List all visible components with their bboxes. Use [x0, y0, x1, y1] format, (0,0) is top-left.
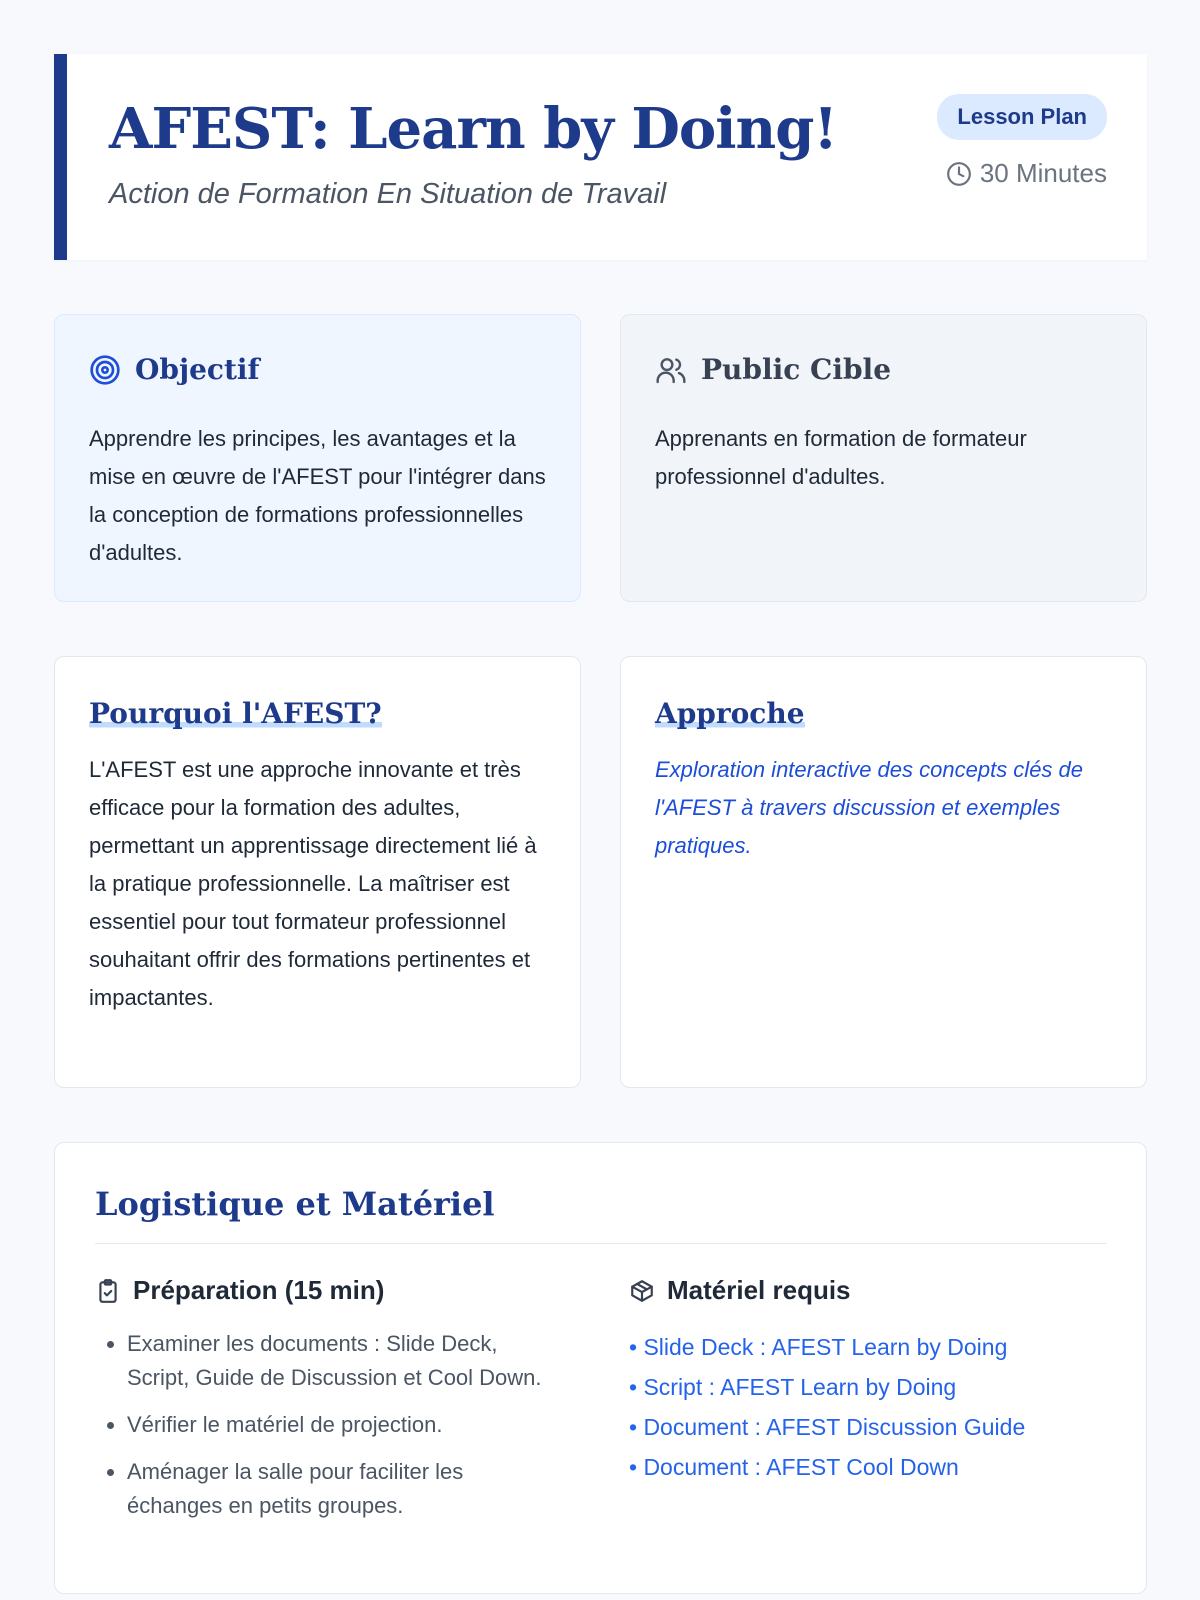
approche-card: [620, 656, 1147, 1088]
materiel-heading: [629, 1275, 851, 1306]
public-cible-text: Apprenants en formation de formateur professionnel d'adultes.: [655, 426, 1027, 489]
material-link-cool-down[interactable]: • Document : AFEST Cool Down: [629, 1454, 959, 1480]
material-link-script[interactable]: • Script : AFEST Learn by Doing: [629, 1374, 957, 1400]
list-item: • Vérifier le matériel de projection.: [127, 1408, 557, 1442]
users-icon: [655, 354, 687, 386]
preparation-heading: [95, 1275, 384, 1306]
pourquoi-text: L'AFEST est une approche innovante et très efficace pour la formation des adultes, permettant un apprentissage directement lié à la pratique professionnelle. La maîtriser est essentiel pour tout formateur professionnel souhaitant offrir des formations pertinentes et impactantes.: [89, 757, 537, 1010]
target-icon: [89, 354, 121, 386]
list-item: • Examiner les documents : Slide Deck, Script, Guide de Discussion et Cool Down.: [127, 1327, 557, 1395]
duration-label: 30 Minutes: [979, 158, 1107, 188]
material-link-discussion-guide[interactable]: • Document : AFEST Discussion Guide: [629, 1414, 1026, 1440]
objectif-text: Apprendre les principes, les avantages et la mise en œuvre de l'AFEST pour l'intégrer dans la conception de formations professionnelles d'adultes.: [89, 426, 546, 565]
list-item: • Aménager la salle pour faciliter les échanges en petits groupes.: [127, 1455, 557, 1523]
objectif-card: [54, 314, 581, 602]
package-icon: [629, 1278, 655, 1304]
materiel-title: Matériel requis: [667, 1275, 851, 1305]
pourquoi-card: [54, 656, 581, 1088]
public-cible-heading: [655, 353, 891, 386]
preparation-list: [127, 1327, 557, 1536]
section-divider: [95, 1243, 1106, 1244]
pourquoi-title: Pourquoi l'AFEST?: [89, 697, 382, 730]
clock-icon: [946, 161, 972, 187]
approche-text: Exploration interactive des concepts clés de l'AFEST à travers discussion et exemples pratiques.: [655, 757, 1084, 858]
logistique-title: Logistique et Matériel: [95, 1185, 495, 1223]
preparation-title: Préparation (15 min): [133, 1275, 385, 1305]
lesson-header: [54, 54, 1147, 260]
objectif-title: Objectif: [135, 353, 260, 386]
objectif-heading: [89, 353, 260, 386]
page-title: AFEST: Learn by Doing!: [109, 96, 838, 162]
logistique-card: [54, 1142, 1147, 1594]
public-cible-title: Public Cible: [701, 353, 892, 386]
duration: [946, 158, 1107, 189]
page-subtitle: Action de Formation En Situation de Travail: [109, 178, 667, 210]
clipboard-check-icon: [95, 1278, 121, 1304]
public-cible-card: [620, 314, 1147, 602]
material-link-slide-deck[interactable]: • Slide Deck : AFEST Learn by Doing: [629, 1334, 1008, 1360]
lesson-plan-badge: Lesson Plan: [937, 94, 1107, 140]
materiel-list: [629, 1327, 1025, 1487]
approche-title: Approche: [655, 697, 805, 730]
